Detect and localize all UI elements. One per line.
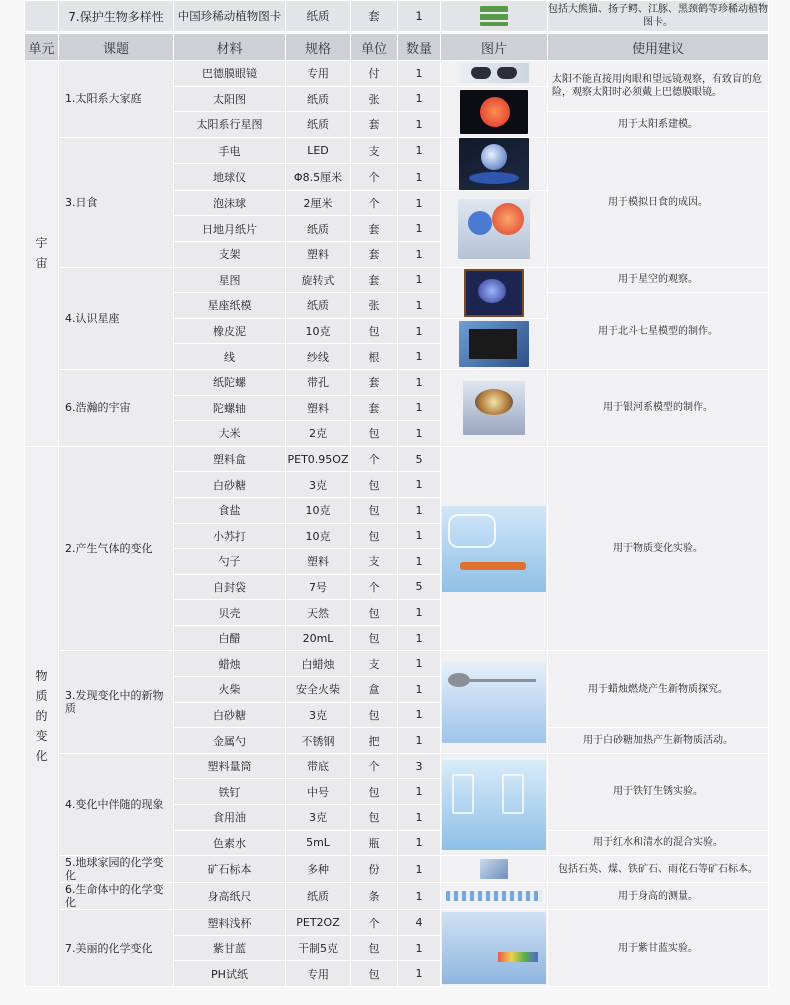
unit-measure-cell: 瓶 [351, 830, 398, 856]
spec-cell: 带底 [286, 753, 351, 779]
spec-cell: 带孔 [286, 369, 351, 395]
unit-measure-cell: 个 [351, 574, 398, 600]
picture-cell [441, 369, 548, 446]
unit-measure-cell: 套 [351, 241, 398, 267]
spec-cell: 中号 [286, 779, 351, 805]
unit-measure-cell: 包 [351, 523, 398, 549]
unit-measure-cell: 套 [351, 395, 398, 421]
spec-cell: 旋转式 [286, 267, 351, 293]
unit-measure-cell: 套 [351, 267, 398, 293]
header-lesson: 课题 [59, 34, 174, 61]
spec-cell: Φ8.5厘米 [286, 164, 351, 191]
unit-measure-cell: 支 [351, 549, 398, 575]
picture-cell [441, 61, 548, 87]
qty-cell: 1 [398, 625, 441, 651]
material-cell: 日地月纸片 [174, 216, 286, 242]
picture-cell [441, 446, 548, 651]
qty-cell: 1 [398, 344, 441, 370]
spec-cell: 3克 [286, 702, 351, 728]
spec-cell: 多种 [286, 856, 351, 883]
unit-measure-cell: 套 [351, 369, 398, 395]
picture-cell [441, 86, 548, 137]
material-cell: 自封袋 [174, 574, 286, 600]
star-chart-photo [464, 269, 524, 317]
unit-measure-cell: 包 [351, 961, 398, 987]
table-row [25, 883, 769, 910]
qty-cell: 1 [398, 421, 441, 447]
lesson-cell: 3.发现变化中的新物质 [59, 651, 174, 753]
unit-measure-cell: 盒 [351, 677, 398, 703]
unit-measure-cell: 包 [351, 935, 398, 961]
qty-cell: 1 [398, 830, 441, 856]
lesson-cell: 1.太阳系大家庭 [59, 61, 174, 138]
qty-cell: 1 [398, 86, 441, 112]
qty-cell: 1 [398, 600, 441, 626]
note-cell: 包括大熊猫、扬子鳄、江豚、黑颈鹤等珍稀动植物图卡。 [548, 1, 769, 32]
unit-measure-cell: 包 [351, 318, 398, 344]
header-unit-measure: 单位 [351, 34, 398, 61]
material-cell: 巴德膜眼镜 [174, 61, 286, 87]
qty-cell: 1 [398, 267, 441, 293]
rust-experiment-kit-photo [442, 760, 546, 850]
eclipse-model-photo [458, 199, 530, 259]
spec-cell: 纸质 [286, 293, 351, 319]
table-row [25, 651, 769, 677]
animal-cards-photo [480, 6, 508, 26]
material-cell: 泡沫球 [174, 190, 286, 216]
unit-measure-cell: 包 [351, 421, 398, 447]
qty-cell: 1 [398, 497, 441, 523]
material-cell: 星图 [174, 267, 286, 293]
materials-table [24, 33, 769, 987]
material-cell: 贝壳 [174, 600, 286, 626]
unit-measure-cell: 包 [351, 625, 398, 651]
unit-measure-cell: 支 [351, 137, 398, 164]
note-cell: 用于星空的观察。 [548, 267, 769, 293]
spec-cell: 专用 [286, 61, 351, 87]
unit-measure-cell: 个 [351, 910, 398, 936]
qty-cell: 1 [398, 702, 441, 728]
qty-cell: 1 [398, 112, 441, 138]
table-row [25, 61, 769, 87]
header-qty: 数量 [398, 34, 441, 61]
lesson-cell: 3.日食 [59, 137, 174, 267]
note-cell: 用于北斗七星模型的制作。 [548, 293, 769, 370]
table-row [25, 856, 769, 883]
galaxy-model-photo [463, 381, 525, 435]
lesson-cell: 4.变化中伴随的现象 [59, 753, 174, 855]
spec-cell: 纸质 [286, 1, 351, 32]
material-cell: 太阳图 [174, 86, 286, 112]
material-cell: 手电 [174, 137, 286, 164]
spec-cell: 10克 [286, 523, 351, 549]
spec-cell: 天然 [286, 600, 351, 626]
spec-cell: 纸质 [286, 883, 351, 910]
spec-cell: 7号 [286, 574, 351, 600]
spec-cell: 塑料 [286, 395, 351, 421]
unit-measure-cell: 个 [351, 190, 398, 216]
header-material: 材料 [174, 34, 286, 61]
unit-measure-cell: 包 [351, 779, 398, 805]
unit-measure-cell: 套 [351, 216, 398, 242]
unit-measure-cell: 套 [351, 112, 398, 138]
qty-cell: 1 [398, 61, 441, 87]
material-cell: 支架 [174, 241, 286, 267]
material-cell: 蜡烛 [174, 651, 286, 677]
note-cell: 用于物质变化实验。 [548, 446, 769, 651]
qty-cell: 5 [398, 574, 441, 600]
table-row [25, 446, 769, 472]
table-row [25, 267, 769, 293]
qty-cell: 3 [398, 753, 441, 779]
picture-cell [441, 651, 548, 753]
spec-cell: 塑料 [286, 549, 351, 575]
qty-cell: 1 [398, 961, 441, 987]
unit-measure-cell: 包 [351, 805, 398, 831]
material-cell: 小苏打 [174, 523, 286, 549]
table-row [25, 1, 769, 32]
lesson-cell: 2.产生气体的变化 [59, 446, 174, 651]
qty-cell: 1 [398, 523, 441, 549]
sun-map-photo [460, 90, 528, 134]
spec-cell: 3克 [286, 472, 351, 498]
table-row [25, 910, 769, 936]
spec-cell: 纸质 [286, 112, 351, 138]
lesson-cell: 6.浩瀚的宇宙 [59, 369, 174, 446]
material-cell: 食盐 [174, 497, 286, 523]
spec-cell: 纸质 [286, 86, 351, 112]
material-cell: 塑料量筒 [174, 753, 286, 779]
picture-cell [441, 753, 548, 855]
material-cell: 地球仪 [174, 164, 286, 191]
unit-measure-cell: 条 [351, 883, 398, 910]
qty-cell: 1 [398, 395, 441, 421]
spec-cell: 10克 [286, 318, 351, 344]
unit-cell-universe: 宇宙 [25, 61, 59, 447]
big-dipper-model-photo [459, 321, 529, 367]
material-cell: 星座纸模 [174, 293, 286, 319]
unit-cell [25, 1, 59, 32]
unit-cell-matter-change: 物质的变化 [25, 446, 59, 986]
gas-experiment-kit-photo [442, 506, 546, 592]
candle-spoon-kit-photo [442, 661, 546, 743]
material-cell: 白砂糖 [174, 472, 286, 498]
spec-cell: 干制5克 [286, 935, 351, 961]
material-cell: 橡皮泥 [174, 318, 286, 344]
note-cell: 用于蜡烛燃烧产生新物质探究。 [548, 651, 769, 728]
unit-measure-cell: 份 [351, 856, 398, 883]
qty-cell: 1 [398, 935, 441, 961]
spec-cell: PET2OZ [286, 910, 351, 936]
qty-cell: 1 [398, 728, 441, 754]
qty-cell: 4 [398, 910, 441, 936]
unit-measure-cell: 张 [351, 86, 398, 112]
header-spec: 规格 [286, 34, 351, 61]
qty-cell: 1 [398, 164, 441, 191]
height-ruler-photo [446, 891, 542, 901]
table-row [25, 753, 769, 779]
unit-measure-cell: 包 [351, 472, 398, 498]
material-cell: 铁钉 [174, 779, 286, 805]
spec-cell: 专用 [286, 961, 351, 987]
header-usage: 使用建议 [548, 34, 769, 61]
unit-measure-cell: 个 [351, 446, 398, 472]
material-cell: 白砂糖 [174, 702, 286, 728]
picture-cell [441, 883, 548, 910]
material-cell: 太阳系行星图 [174, 112, 286, 138]
note-cell: 用于太阳系建模。 [548, 112, 769, 138]
note-cell: 用于红水和清水的混合实验。 [548, 830, 769, 856]
note-cell: 用于紫甘蓝实验。 [548, 910, 769, 987]
qty-cell: 1 [398, 651, 441, 677]
spec-cell: PET0.95OZ [286, 446, 351, 472]
material-cell: 线 [174, 344, 286, 370]
material-cell: 色素水 [174, 830, 286, 856]
picture-cell [441, 190, 548, 267]
material-cell: 纸陀螺 [174, 369, 286, 395]
spec-cell: 纱线 [286, 344, 351, 370]
picture-cell [441, 137, 548, 190]
spec-cell: 纸质 [286, 216, 351, 242]
spec-cell: 3克 [286, 805, 351, 831]
unit-measure-cell: 付 [351, 61, 398, 87]
unit-measure-cell: 个 [351, 753, 398, 779]
spec-cell: 10克 [286, 497, 351, 523]
spec-cell: 不锈钢 [286, 728, 351, 754]
unit-measure-cell: 套 [351, 1, 398, 32]
spec-cell: 20mL [286, 625, 351, 651]
lesson-cell: 6.生命体中的化学变化 [59, 883, 174, 910]
header-row [25, 34, 769, 61]
picture-cell [441, 856, 548, 883]
unit-measure-cell: 把 [351, 728, 398, 754]
spec-cell: 安全火柴 [286, 677, 351, 703]
unit-measure-cell: 根 [351, 344, 398, 370]
note-cell: 用于铁钉生锈实验。 [548, 753, 769, 830]
cabbage-ph-kit-photo [442, 912, 546, 984]
qty-cell: 1 [398, 856, 441, 883]
lesson-cell: 7.美丽的化学变化 [59, 910, 174, 987]
material-cell: PH试纸 [174, 961, 286, 987]
picture-cell [441, 1, 548, 32]
note-cell: 用于模拟日食的成因。 [548, 137, 769, 267]
header-picture: 图片 [441, 34, 548, 61]
unit-measure-cell: 个 [351, 164, 398, 191]
qty-cell: 1 [398, 472, 441, 498]
eclipse-glasses-photo [459, 63, 529, 83]
qty-cell: 1 [398, 779, 441, 805]
material-cell: 金属勺 [174, 728, 286, 754]
unit-measure-cell: 包 [351, 702, 398, 728]
note-cell: 用于身高的测量。 [548, 883, 769, 910]
note-cell: 太阳不能直接用肉眼和望远镜观察，有致盲的危险，观察太阳时必须戴上巴德膜眼镜。 [548, 61, 769, 112]
header-unit: 单元 [25, 34, 59, 61]
qty-cell: 1 [398, 241, 441, 267]
qty-cell: 1 [398, 369, 441, 395]
material-cell: 陀螺轴 [174, 395, 286, 421]
top-partial-row [24, 0, 769, 32]
unit-measure-cell: 张 [351, 293, 398, 319]
spec-cell: 白蜡烛 [286, 651, 351, 677]
material-cell: 中国珍稀动植物图卡 [174, 1, 286, 32]
note-cell: 用于银河系模型的制作。 [548, 369, 769, 446]
lesson-cell: 5.地球家园的化学变化 [59, 856, 174, 883]
material-cell: 大米 [174, 421, 286, 447]
spec-cell: 塑料 [286, 241, 351, 267]
picture-cell [441, 267, 548, 318]
note-cell: 用于白砂糖加热产生新物质活动。 [548, 728, 769, 754]
qty-cell: 1 [398, 677, 441, 703]
material-cell: 紫甘蓝 [174, 935, 286, 961]
table-row [25, 369, 769, 395]
material-cell: 白醋 [174, 625, 286, 651]
spec-cell: 2厘米 [286, 190, 351, 216]
lesson-cell: 7.保护生物多样性 [59, 1, 174, 32]
unit-measure-cell: 支 [351, 651, 398, 677]
qty-cell: 5 [398, 446, 441, 472]
table-row [25, 137, 769, 164]
material-cell: 勺子 [174, 549, 286, 575]
material-cell: 食用油 [174, 805, 286, 831]
qty-cell: 1 [398, 137, 441, 164]
globe-flashlight-photo [459, 138, 529, 190]
qty-cell: 1 [398, 805, 441, 831]
material-cell: 火柴 [174, 677, 286, 703]
note-cell: 包括石英、煤、铁矿石、雨花石等矿石标本。 [548, 856, 769, 883]
spec-cell: 5mL [286, 830, 351, 856]
qty-cell: 1 [398, 1, 441, 32]
qty-cell: 1 [398, 318, 441, 344]
mineral-samples-photo [480, 859, 508, 879]
material-cell: 身高纸尺 [174, 883, 286, 910]
unit-measure-cell: 包 [351, 600, 398, 626]
lesson-cell: 4.认识星座 [59, 267, 174, 369]
qty-cell: 1 [398, 293, 441, 319]
picture-cell [441, 318, 548, 369]
qty-cell: 1 [398, 190, 441, 216]
qty-cell: 1 [398, 216, 441, 242]
material-cell: 矿石标本 [174, 856, 286, 883]
spec-cell: 2克 [286, 421, 351, 447]
qty-cell: 1 [398, 549, 441, 575]
picture-cell [441, 910, 548, 987]
material-cell: 塑料浅杯 [174, 910, 286, 936]
spec-cell: LED [286, 137, 351, 164]
qty-cell: 1 [398, 883, 441, 910]
material-cell: 塑料盒 [174, 446, 286, 472]
unit-measure-cell: 包 [351, 497, 398, 523]
